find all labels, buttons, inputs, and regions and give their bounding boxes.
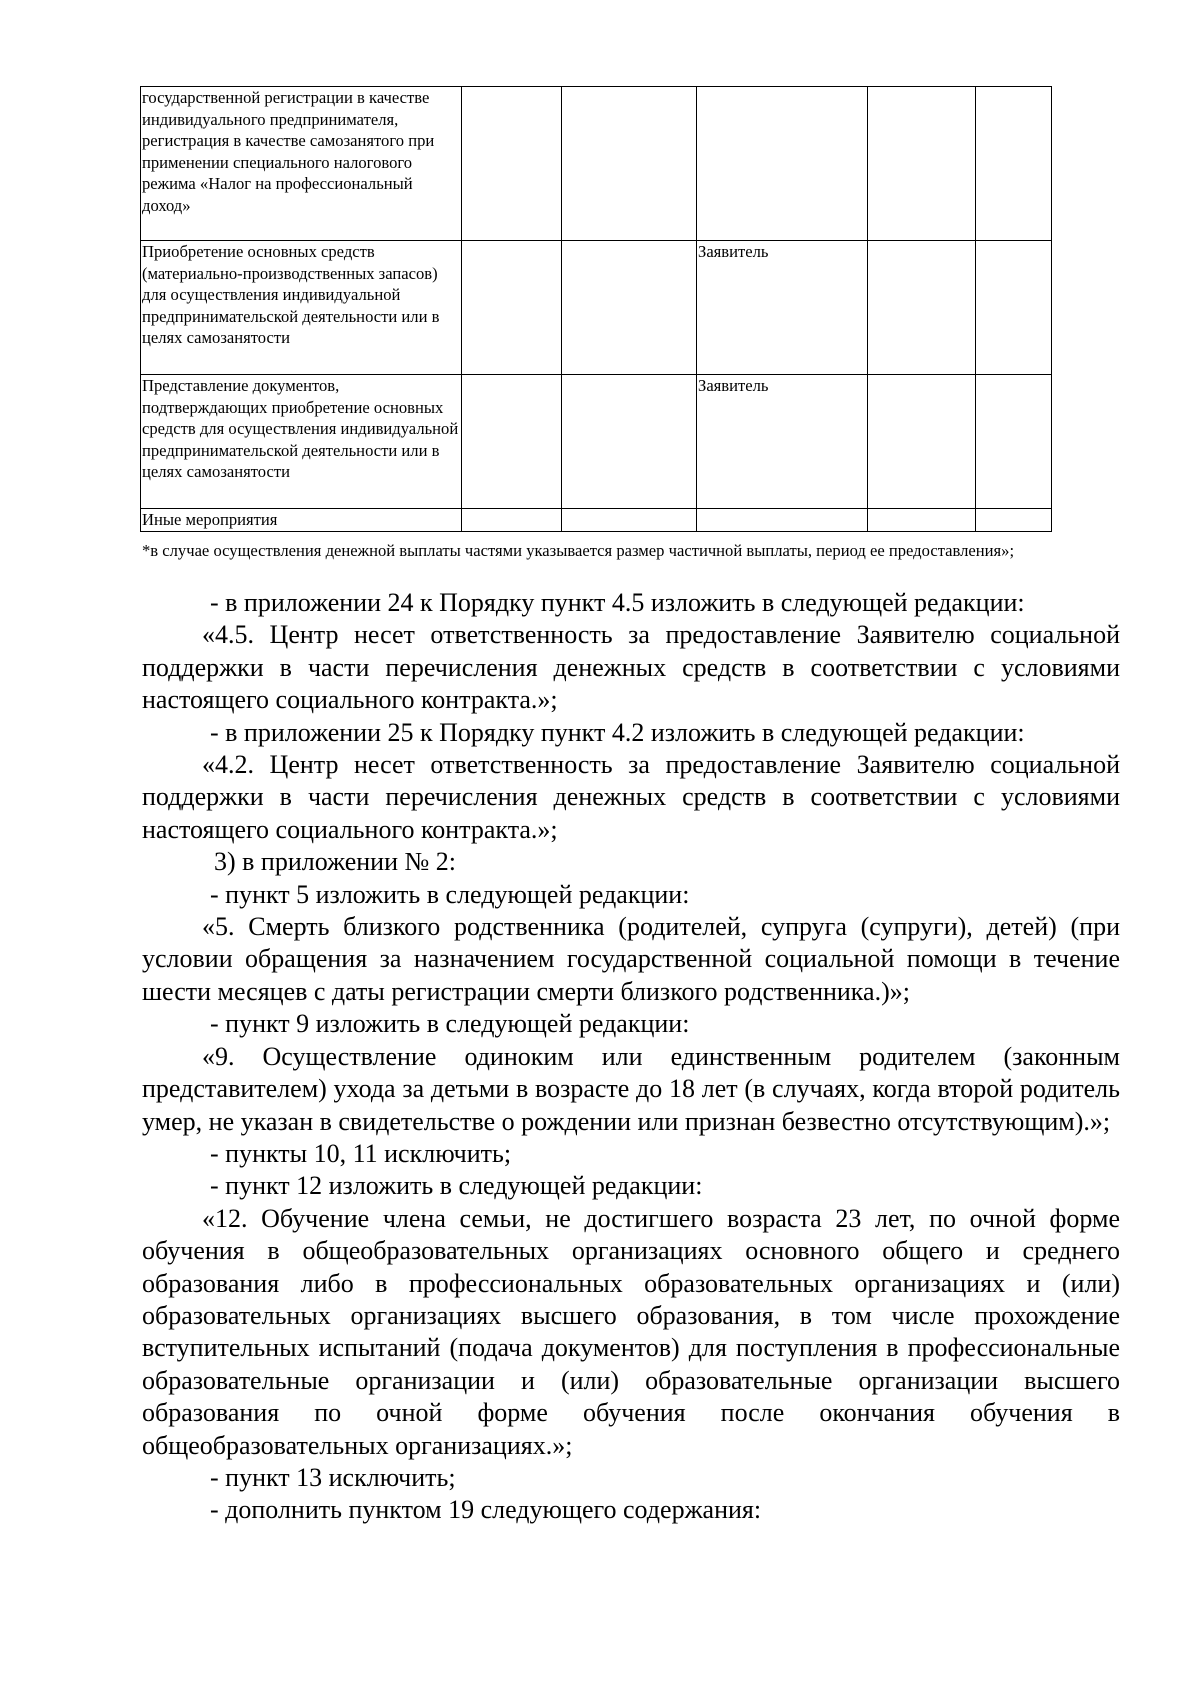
quoted-paragraph: «9. Осуществление одиноким или единственным родителем (законным представителем) ухода за детьми в возрасте до 18 лет (в случаях, когда второй родитель умер, не указан в свидетельстве о рождении или признан безвестно отсутствующим).»; <box>142 1041 1120 1136</box>
activity-cell: Иные мероприятия <box>141 509 462 532</box>
document-body <box>142 587 1120 1527</box>
paragraph: - пункт 12 изложить в следующей редакции: <box>210 1171 703 1201</box>
table-cell <box>868 375 976 509</box>
table-cell <box>562 509 697 532</box>
quoted-paragraph: «5. Смерть близкого родственника (родителей, супруга (супруги), детей) (при условии обращения за назначением государственной социальной помощи в течение шести месяцев с даты регистрации смерти близкого родственника.)»; <box>142 912 1120 1006</box>
table-row <box>141 375 1052 509</box>
responsible-cell <box>697 509 868 532</box>
table-cell <box>868 241 976 375</box>
paragraph: - пункт 5 изложить в следующей редакции: <box>210 879 690 909</box>
activities-table <box>140 86 1052 532</box>
table-cell <box>976 509 1052 532</box>
paragraph: - дополнить пунктом 19 следующего содержания: <box>210 1495 762 1525</box>
table-row <box>141 509 1052 532</box>
table-cell <box>462 375 562 509</box>
table-cell <box>462 241 562 375</box>
quoted-paragraph: «4.2. Центр несет ответственность за предоставление Заявителю социальной поддержки в части перечисления денежных средств в соответствии с условиями настоящего социального контракта.»; <box>142 750 1120 844</box>
quoted-paragraph: «12. Обучение члена семьи, не достигшего возраста 23 лет, по очной форме обучения в общеобразовательных организациях основного общего и среднего образования либо в профессиональных образовательных организациях и (или) образовательных организациях высшего образования, в том числе прохождение вступительных испытаний (подача документов) для поступления в профессиональные образовательные организации и (или) образовательные организации высшего образования по очной форме обучения после окончания обучения в общеобразовательных организациях.»; <box>142 1203 1120 1460</box>
table-cell <box>868 509 976 532</box>
table-cell <box>868 87 976 241</box>
table-footnote: *в случае осуществления денежной выплаты частями указывается размер частичной выплаты, период ее предоставления»; <box>142 541 1015 560</box>
table-cell <box>462 509 562 532</box>
table-cell <box>976 87 1052 241</box>
paragraph: - в приложении 25 к Порядку пункт 4.2 изложить в следующей редакции: <box>210 717 1025 747</box>
paragraph: - пункт 13 исключить; <box>210 1462 456 1492</box>
table-cell <box>562 375 697 509</box>
paragraph: - пункт 9 изложить в следующей редакции: <box>210 1009 690 1039</box>
quoted-paragraph: «4.5. Центр несет ответственность за предоставление Заявителю социальной поддержки в части перечисления денежных средств в соответствии с условиями настоящего социального контракта.»; <box>142 620 1120 715</box>
paragraph: 3) в приложении № 2: <box>214 847 457 877</box>
table-cell <box>976 375 1052 509</box>
table-cell <box>976 241 1052 375</box>
responsible-cell: Заявитель <box>697 375 868 509</box>
activity-cell: Представление документов, подтверждающих приобретение основных средств для осуществления индивидуальной предпринимательской деятельности или в целях самозанятости <box>141 375 462 509</box>
activity-cell: государственной регистрации в качестве индивидуального предпринимателя, регистрация в качестве самозанятого при применении специального налогового режима «Налог на профессиональный доход» <box>141 87 462 241</box>
paragraph: - в приложении 24 к Порядку пункт 4.5 изложить в следующей редакции: <box>210 588 1025 617</box>
table-cell <box>462 87 562 241</box>
responsible-cell <box>697 87 868 241</box>
table-cell <box>562 87 697 241</box>
paragraph: - пункты 10, 11 исключить; <box>210 1138 512 1168</box>
table-row <box>141 87 1052 241</box>
responsible-cell: Заявитель <box>697 241 868 375</box>
table-cell <box>562 241 697 375</box>
table-row <box>141 241 1052 375</box>
activity-cell: Приобретение основных средств (материально-производственных запасов) для осуществления индивидуальной предпринимательской деятельности или в целях самозанятости <box>141 241 462 375</box>
